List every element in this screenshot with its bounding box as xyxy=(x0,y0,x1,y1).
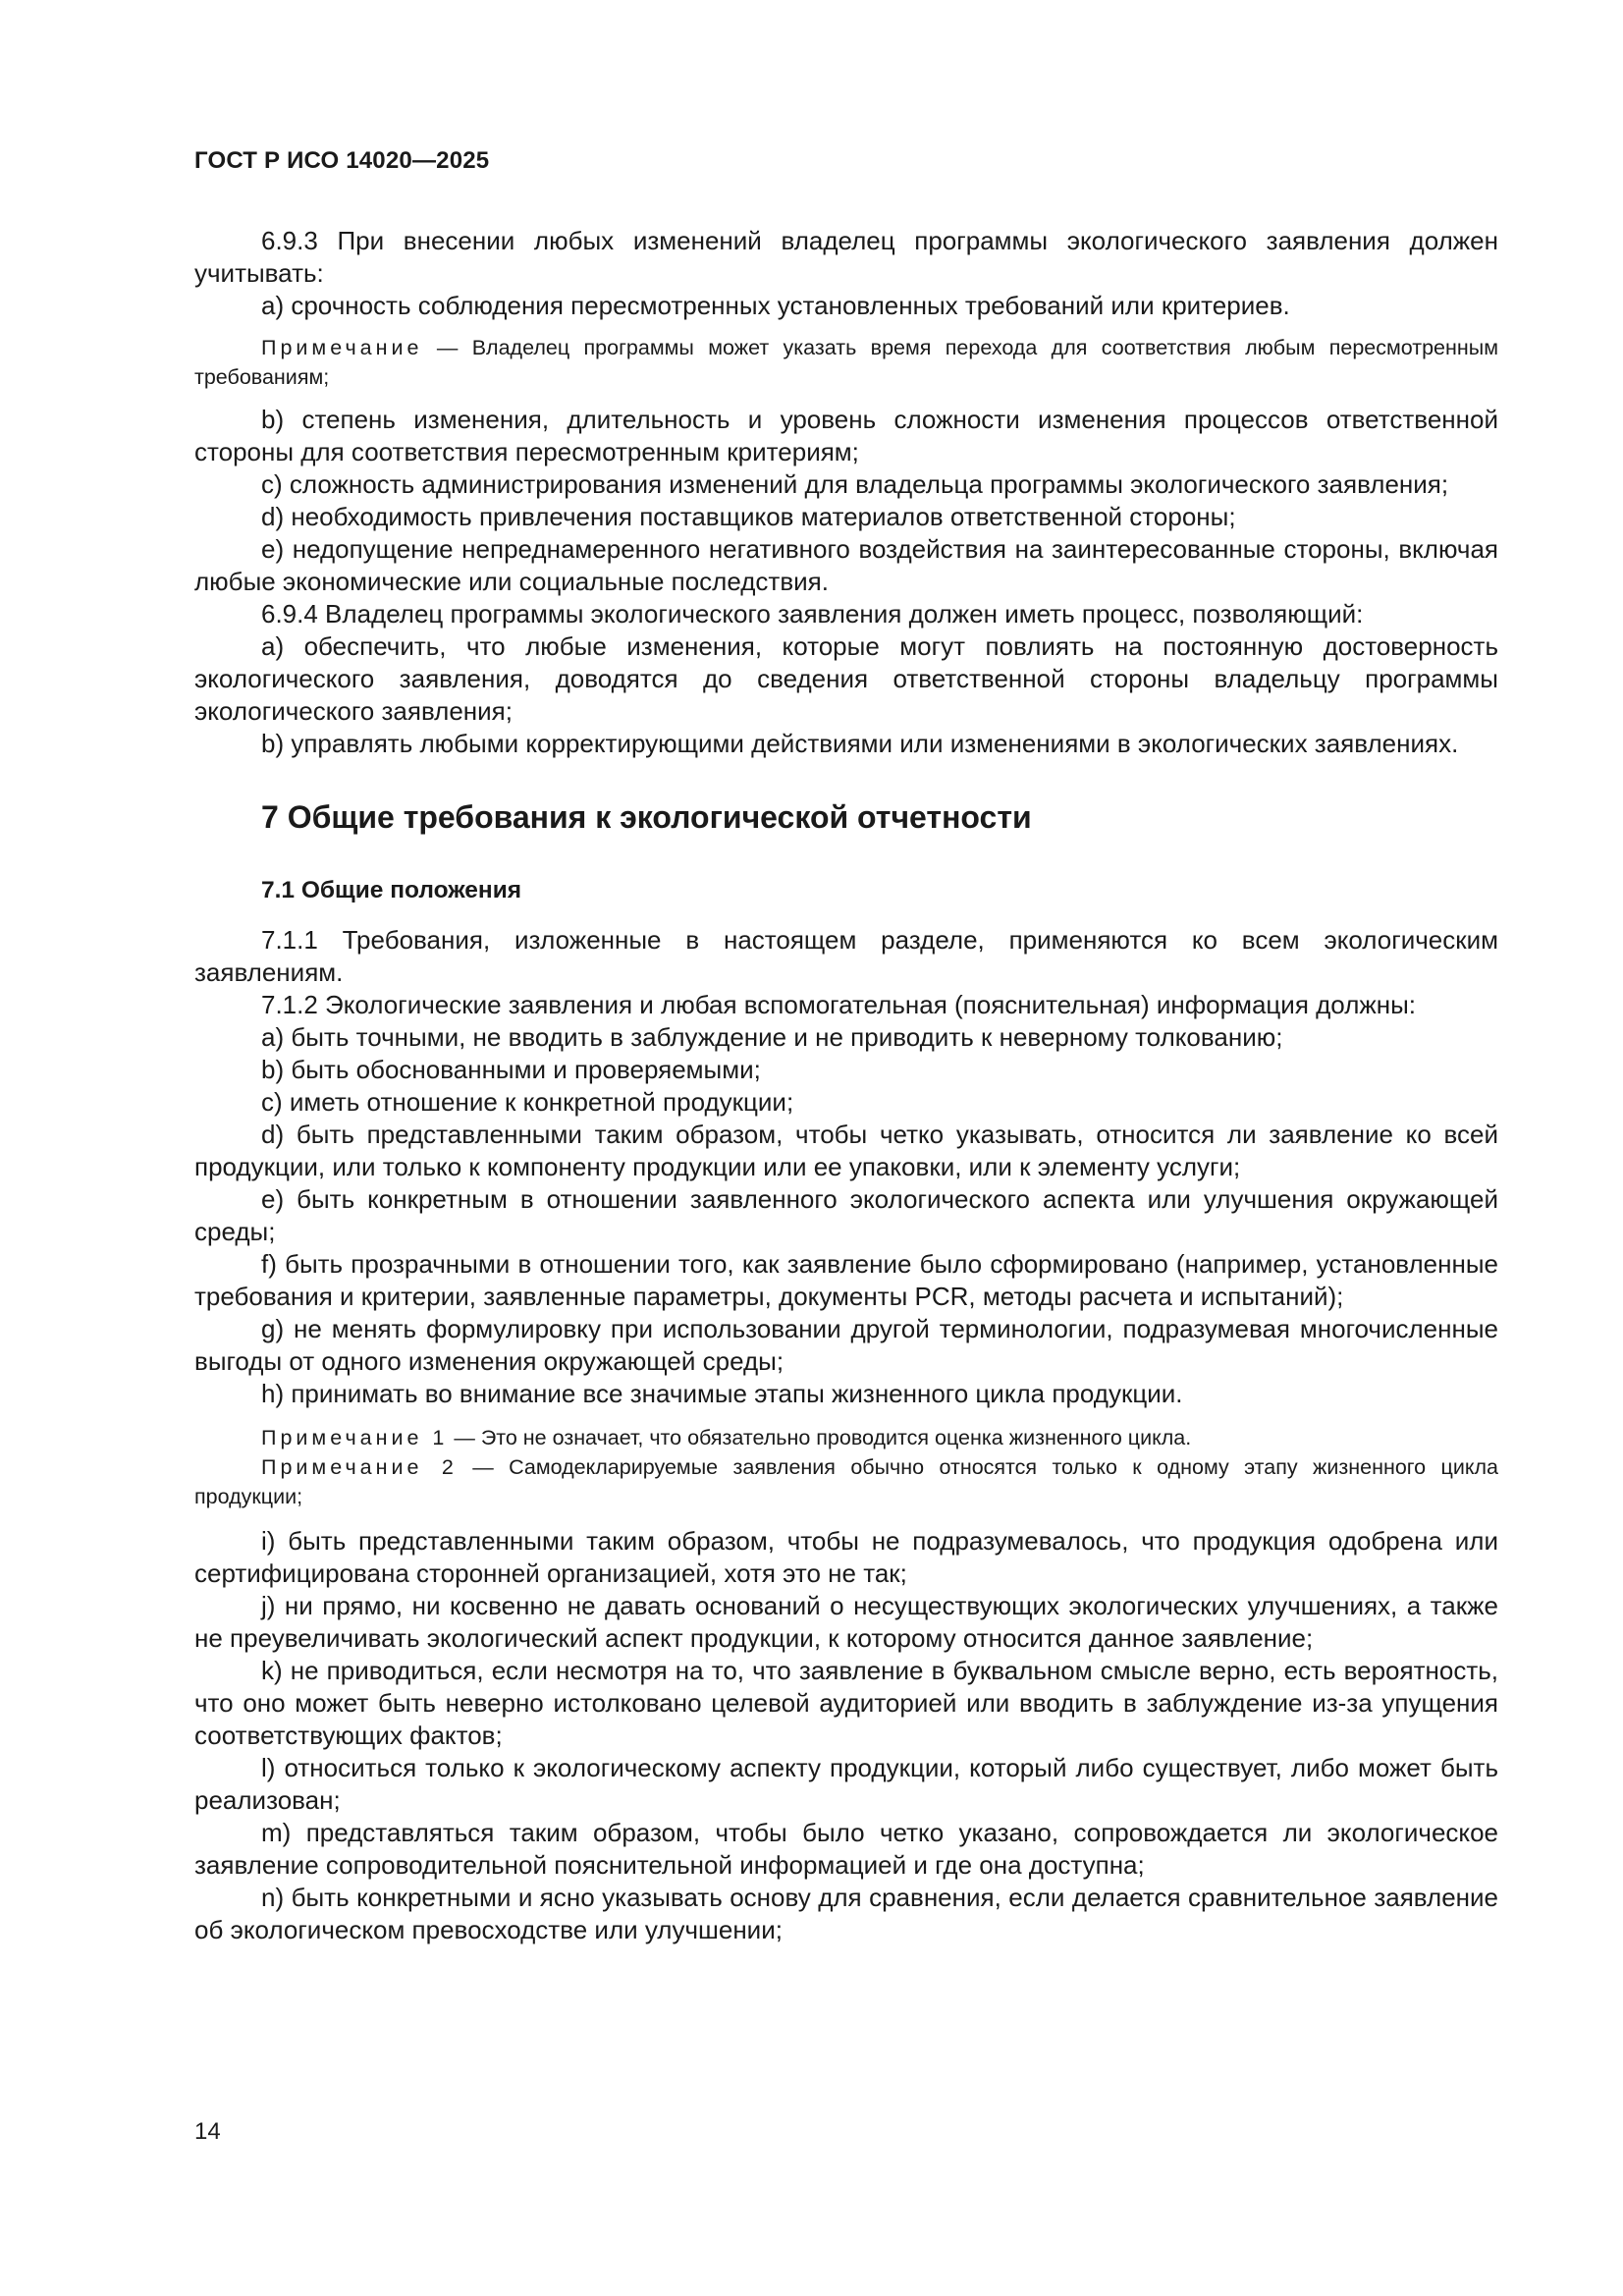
clause-6-9-3-b: b) степень изменения, длительность и уровень сложности изменения процессов ответственной стороны для соответствия пересмотренным критериям; xyxy=(194,405,1498,466)
clause-7-1-1: 7.1.1 Требования, изложенные в настоящем разделе, применяются ко всем экологическим заявлениям. xyxy=(194,925,1498,987)
clause-7-1-2: 7.1.2 Экологические заявления и любая вспомогательная (пояснительная) информация должны: xyxy=(261,990,1417,1019)
clause-7-1-2-l: l) относиться только к экологическому аспекту продукции, который либо существует, либо может быть реализован; xyxy=(194,1753,1498,1815)
note-1 xyxy=(194,1423,1498,1452)
clause-6-9-3-c: c) сложность администрирования изменений для владельца программы экологического заявления; xyxy=(261,469,1449,499)
clause-7-1-2-b: b) быть обоснованными и проверяемыми; xyxy=(261,1055,761,1084)
clause-7-1-2-k: k) не приводиться, если несмотря на то, что заявление в буквальном смысле верно, есть вероятность, что оно может быть неверно истолковано целевой аудиторией или вводить в заблуждение из-за упущения соответствующих фактов; xyxy=(194,1656,1498,1750)
note-2-label: Примечание 2 xyxy=(261,1455,458,1479)
section-7-heading: 7 Общие требования к экологической отчетности xyxy=(261,799,1032,835)
note-2-text: — Самодекларируемые заявления обычно относятся только к одному этапу жизненного цикла продукции; xyxy=(194,1455,1499,1508)
section-7-1-heading: 7.1 Общие положения xyxy=(261,877,522,903)
clause-6-9-3-a: a) срочность соблюдения пересмотренных установленных требований или критериев. xyxy=(261,291,1290,320)
clause-7-1-2-m: m) представляться таким образом, чтобы было четко указано, сопровождается ли экологическое заявление сопроводительной пояснительной информацией и где она доступна; xyxy=(194,1818,1498,1880)
clause-6-9-4-a: a) обеспечить, что любые изменения, которые могут повлиять на постоянную достоверность экологического заявления, доводятся до сведения ответственной стороны владельцу программы экологического заявления; xyxy=(194,631,1498,726)
document-body xyxy=(194,225,1498,1946)
note-2 xyxy=(194,1452,1498,1511)
clause-6-9-4: 6.9.4 Владелец программы экологического заявления должен иметь процесс, позволяющий: xyxy=(261,599,1364,629)
clause-7-1-2-i: i) быть представленными таким образом, чтобы не подразумевалось, что продукция одобрена или сертифицирована сторонней организацией, хотя это не так; xyxy=(194,1526,1498,1588)
clause-7-1-2-d: d) быть представленными таким образом, чтобы четко указывать, относится ли заявление ко всей продукции, или только к компоненту продукции или ее упаковки, или к элементу услуги; xyxy=(194,1120,1498,1181)
document-header: ГОСТ Р ИСО 14020—2025 xyxy=(194,147,490,174)
clause-6-9-3-e: e) недопущение непреднамеренного негативного воздействия на заинтересованные стороны, включая любые экономические или социальные последствия. xyxy=(194,534,1498,596)
note-text: — Владелец программы может указать время перехода для соответствия любым пересмотренным требованиям; xyxy=(194,336,1498,389)
clause-7-1-2-e: e) быть конкретным в отношении заявленного экологического аспекта или улучшения окружающей среды; xyxy=(194,1184,1498,1246)
clause-7-1-2-j: j) ни прямо, ни косвенно не давать оснований о несуществующих экологических улучшениях, а также не преувеличивать экологический аспект продукции, к которому относится данное заявление; xyxy=(194,1591,1498,1653)
clause-7-1-2-c: c) иметь отношение к конкретной продукции; xyxy=(261,1087,794,1117)
clause-7-1-2-a: a) быть точными, не вводить в заблуждение и не приводить к неверному толкованию; xyxy=(261,1022,1283,1052)
clause-6-9-3: 6.9.3 При внесении любых изменений владелец программы экологического заявления должен учитывать: xyxy=(194,226,1498,288)
note-6-9-3 xyxy=(194,333,1498,392)
note-1-text: — Это не означает, что обязательно проводится оценка жизненного цикла. xyxy=(448,1426,1192,1449)
clause-7-1-2-g: g) не менять формулировку при использовании другой терминологии, подразумевая многочисленные выгоды от одного изменения окружающей среды; xyxy=(194,1314,1498,1376)
clause-7-1-2-n: n) быть конкретными и ясно указывать основу для сравнения, если делается сравнительное заявление об экологическом превосходстве или улучшении; xyxy=(194,1883,1498,1944)
clause-7-1-2-h: h) принимать во внимание все значимые этапы жизненного цикла продукции. xyxy=(261,1379,1183,1408)
clause-6-9-3-d: d) необходимость привлечения поставщиков материалов ответственной стороны; xyxy=(261,502,1236,531)
note-1-label: Примечание 1 xyxy=(261,1426,449,1449)
clause-6-9-4-b: b) управлять любыми корректирующими действиями или изменениями в экологических заявлениях. xyxy=(261,729,1459,758)
clause-7-1-2-f: f) быть прозрачными в отношении того, как заявление было сформировано (например, установленные требования и критерии, заявленные параметры, документы PCR, методы расчета и испытаний); xyxy=(194,1249,1498,1311)
note-label: Примечание xyxy=(261,336,423,359)
page-number: 14 xyxy=(194,2118,221,2145)
